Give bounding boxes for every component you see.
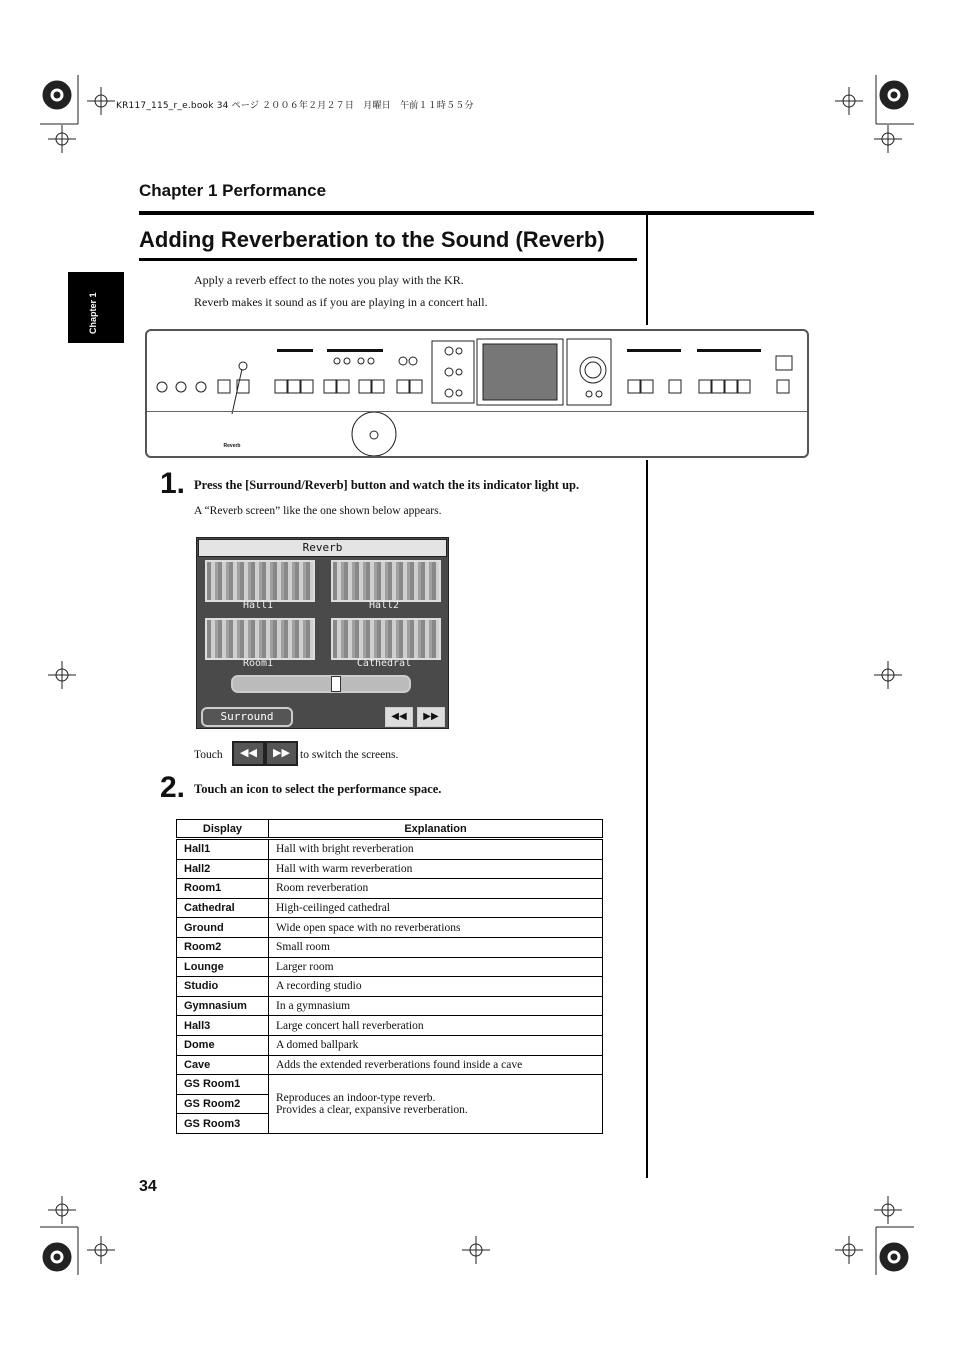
explanation-cell: Hall with warm reverberation <box>269 859 603 879</box>
step-1-number: 1. <box>160 467 186 500</box>
step-1-text: Press the [Surround/Reverb] button and watch the its indicator light up. <box>194 478 580 492</box>
control-panel-illustration <box>145 329 809 458</box>
step-1-note: A “Reverb screen” like the one shown below appears. <box>194 505 442 517</box>
explanation-cell: Larger room <box>269 957 603 977</box>
cathedral-label: Cathedral <box>356 658 412 669</box>
column-rule-lower <box>646 460 648 1178</box>
gs-explanation-line-1: Reproduces an indoor-type reverb. <box>276 1092 436 1105</box>
reverb-callout-label: Reverb <box>223 443 241 449</box>
reverb-depth-slider[interactable] <box>231 675 411 693</box>
table-row <box>177 1035 603 1055</box>
surround-button[interactable]: Surround <box>201 707 293 727</box>
explanation-cell: Large concert hall reverberation <box>269 1016 603 1036</box>
intro-line-2: Reverb makes it sound as if you are playing in a concert hall. <box>194 295 488 309</box>
display-cell: Hall2 <box>177 859 269 879</box>
chapter-side-tab <box>68 272 124 343</box>
display-cell: Hall3 <box>177 1016 269 1036</box>
rewind-icon: ◀◀ <box>232 741 265 766</box>
table-header-row <box>177 820 603 839</box>
room1-icon[interactable] <box>205 618 315 660</box>
display-cell: GS Room2 <box>177 1094 269 1114</box>
heading-rule <box>139 211 814 215</box>
file-info-header: KR117_115_r_e.book 34 ページ ２００６年２月２７日 月曜日 午前１１時５５分 <box>116 101 474 111</box>
table-row <box>177 1016 603 1036</box>
display-cell: Cathedral <box>177 898 269 918</box>
table-row <box>177 1075 603 1095</box>
hall2-icon[interactable] <box>331 560 441 602</box>
display-cell: Studio <box>177 977 269 997</box>
chapter-heading: Chapter 1 Performance <box>139 181 327 200</box>
touch-note-before: Touch <box>194 749 223 761</box>
gs-explanation-cell <box>269 1075 603 1134</box>
display-cell: GS Room3 <box>177 1114 269 1134</box>
table-row <box>177 977 603 997</box>
touch-note-after: to switch the screens. <box>300 749 399 761</box>
display-cell: Gymnasium <box>177 996 269 1016</box>
display-cell: Cave <box>177 1055 269 1075</box>
explanation-cell: Wide open space with no reverberations <box>269 918 603 938</box>
hall1-label: Hall1 <box>242 600 274 611</box>
hall2-label: Hall2 <box>368 600 400 611</box>
page-number: 34 <box>139 1178 157 1195</box>
table-row <box>177 898 603 918</box>
table-row <box>177 937 603 957</box>
step-2-text: Touch an icon to select the performance space. <box>194 782 442 796</box>
reverb-types-table <box>176 819 603 1134</box>
fast-forward-icon[interactable]: ▶▶ <box>417 707 445 727</box>
intro-line-1: Apply a reverb effect to the notes you play with the KR. <box>194 273 464 287</box>
display-cell: Hall1 <box>177 839 269 860</box>
display-cell: Room2 <box>177 937 269 957</box>
reverb-screen-title: Reverb <box>198 539 447 557</box>
gs-explanation-line-2: Provides a clear, expansive reverberation. <box>276 1104 468 1117</box>
table-row <box>177 918 603 938</box>
explanation-cell: In a gymnasium <box>269 996 603 1016</box>
page-title: Adding Reverberation to the Sound (Reverb) <box>139 227 605 252</box>
hall1-icon[interactable] <box>205 560 315 602</box>
table-row <box>177 1055 603 1075</box>
display-cell: Lounge <box>177 957 269 977</box>
cathedral-icon[interactable] <box>331 618 441 660</box>
display-cell: Ground <box>177 918 269 938</box>
rewind-icon[interactable]: ◀◀ <box>385 707 413 727</box>
explanation-cell: Adds the extended reverberations found inside a cave <box>269 1055 603 1075</box>
display-column-header: Display <box>177 820 269 839</box>
table-row <box>177 839 603 860</box>
explanation-cell: High-ceilinged cathedral <box>269 898 603 918</box>
explanation-cell: Room reverberation <box>269 879 603 899</box>
step-2-number: 2. <box>160 771 186 804</box>
explanation-cell: A domed ballpark <box>269 1035 603 1055</box>
chapter-side-tab-label: Chapter 1 <box>88 292 98 334</box>
panel-divider <box>147 411 807 412</box>
slider-knob[interactable] <box>331 676 341 692</box>
explanation-cell: Small room <box>269 937 603 957</box>
display-cell: Room1 <box>177 879 269 899</box>
table-row <box>177 996 603 1016</box>
explanation-column-header: Explanation <box>269 820 603 839</box>
explanation-cell: A recording studio <box>269 977 603 997</box>
table-row <box>177 859 603 879</box>
table-row <box>177 879 603 899</box>
room1-label: Room1 <box>242 658 274 669</box>
reverb-screen <box>196 537 449 729</box>
table-row <box>177 957 603 977</box>
control-panel-drawing <box>147 331 807 456</box>
column-rule <box>646 215 648 325</box>
fast-forward-icon: ▶▶ <box>265 741 298 766</box>
display-cell: Dome <box>177 1035 269 1055</box>
title-rule <box>139 258 637 261</box>
display-cell: GS Room1 <box>177 1075 269 1095</box>
explanation-cell: Hall with bright reverberation <box>269 839 603 860</box>
